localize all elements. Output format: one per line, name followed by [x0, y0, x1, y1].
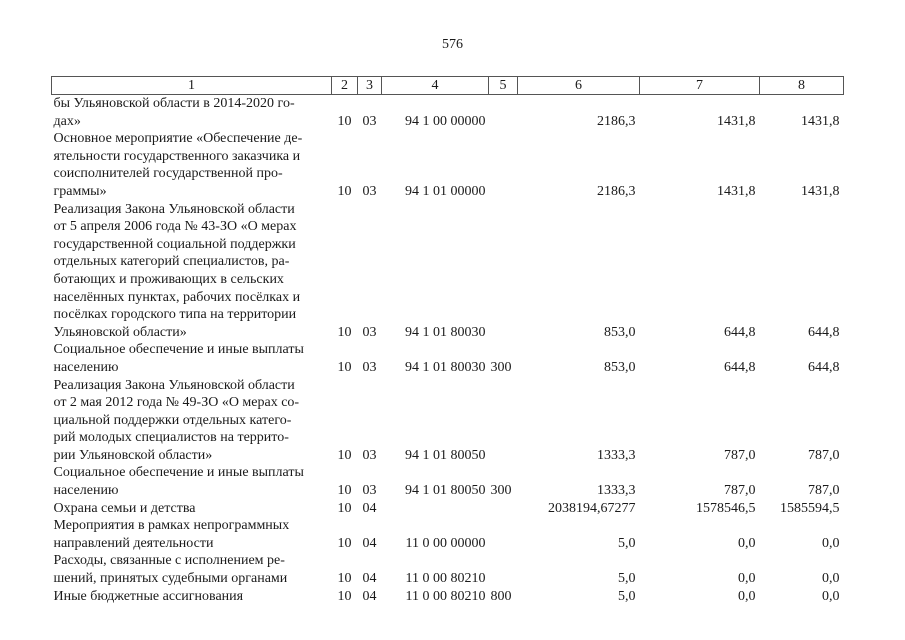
amount-col-8: 0,0 — [822, 571, 840, 587]
section-code: 10 — [337, 483, 352, 499]
amount-col-7: 644,8 — [724, 359, 756, 375]
header-col-6: 6 — [518, 77, 640, 95]
expense-type-code — [489, 201, 518, 342]
header-col-1: 1 — [52, 77, 332, 95]
amount-col-7: 0,0 — [738, 571, 756, 587]
table-row — [52, 95, 844, 131]
row-description — [52, 377, 332, 465]
subsection-code: 03 — [362, 447, 377, 463]
description-line: посёлках городского типа на территории — [53, 307, 297, 323]
amount-col-8: 0,0 — [822, 535, 840, 551]
expense-type-code: 300 — [490, 483, 512, 499]
description-line: дах» — [53, 113, 81, 129]
amount-col-6: 5,0 — [618, 588, 636, 604]
target-article-code: 94 1 01 80030 — [405, 359, 486, 375]
amount-col-7: 644,8 — [724, 324, 756, 340]
amount-col-6: 2038194,67277 — [548, 500, 636, 516]
expense-type-code — [489, 377, 518, 465]
expense-type-code: 300 — [490, 359, 512, 375]
row-description — [52, 517, 332, 552]
subsection-code: 03 — [362, 359, 377, 375]
expense-type-code — [489, 500, 518, 518]
section-code: 10 — [337, 571, 352, 587]
row-description — [52, 464, 332, 499]
amount-col-6: 2186,3 — [597, 113, 636, 129]
amount-col-6: 5,0 — [618, 535, 636, 551]
description-line: Иные бюджетные ассигнования — [53, 588, 244, 604]
description-line: ботающих и проживающих в сельских — [53, 271, 284, 287]
section-code: 10 — [337, 113, 352, 129]
table-row — [52, 552, 844, 587]
description-line: рии Ульяновской области» — [53, 447, 213, 463]
header-col-7: 7 — [640, 77, 760, 95]
amount-col-8: 1431,8 — [801, 183, 840, 199]
amount-col-8: 644,8 — [808, 359, 840, 375]
amount-col-6: 853,0 — [604, 324, 636, 340]
subsection-code: 03 — [362, 113, 377, 129]
table-row — [52, 377, 844, 465]
target-article-code: 94 1 01 80050 — [405, 447, 486, 463]
table-row — [52, 201, 844, 342]
table-row — [52, 517, 844, 552]
target-article-code: 11 0 00 80210 — [405, 588, 486, 604]
amount-col-7: 1578546,5 — [696, 500, 756, 516]
page-number: 576 — [442, 37, 463, 52]
amount-col-6: 1333,3 — [597, 483, 636, 499]
description-line: Расходы, связанные с исполнением ре- — [53, 553, 285, 569]
description-line: ятельности государственного заказчика и — [53, 148, 301, 164]
amount-col-7: 0,0 — [738, 588, 756, 604]
header-col-2: 2 — [332, 77, 358, 95]
description-line: Охрана семьи и детства — [53, 500, 196, 516]
description-line: рий молодых специалистов на террито- — [53, 430, 289, 446]
row-description — [52, 341, 332, 376]
expense-type-code — [489, 552, 518, 587]
amount-col-8: 787,0 — [808, 483, 840, 499]
description-line: населению — [53, 483, 119, 499]
description-line: Социальное обеспечение и иные выплаты — [53, 342, 304, 358]
expense-type-code: 800 — [490, 588, 512, 604]
subsection-code: 04 — [362, 535, 377, 551]
description-line: шений, принятых судебными органами — [53, 571, 288, 587]
amount-col-7: 787,0 — [724, 483, 756, 499]
table-row — [52, 130, 844, 200]
description-line: бы Ульяновской области в 2014-2020 го- — [53, 96, 295, 111]
description-line: населению — [53, 359, 119, 375]
target-article-code — [382, 500, 489, 518]
header-col-8: 8 — [760, 77, 844, 95]
expense-type-code — [489, 95, 518, 131]
row-description — [52, 588, 332, 606]
amount-col-6: 2186,3 — [597, 183, 636, 199]
description-line: Реализация Закона Ульяновской области — [53, 201, 295, 217]
description-line: от 5 апреля 2006 года № 43-ЗО «О мерах — [53, 219, 297, 235]
description-line: отдельных категорий специалистов, ра- — [53, 254, 290, 270]
table-row — [52, 588, 844, 606]
amount-col-7: 1431,8 — [717, 183, 756, 199]
description-line: населённых пунктах, рабочих посёлках и — [53, 289, 301, 305]
description-line: Социальное обеспечение и иные выплаты — [53, 465, 304, 481]
table-body — [52, 95, 844, 606]
row-description — [52, 130, 332, 200]
table-row — [52, 464, 844, 499]
subsection-code: 03 — [362, 183, 377, 199]
description-line: государственной социальной поддержки — [53, 236, 296, 252]
budget-table — [51, 76, 844, 605]
description-line: направлений деятельности — [53, 535, 214, 551]
section-code: 10 — [337, 359, 352, 375]
header-col-3: 3 — [358, 77, 382, 95]
amount-col-6: 1333,3 — [597, 447, 636, 463]
header-col-5: 5 — [489, 77, 518, 95]
description-line: Мероприятия в рамках непрограммных — [53, 518, 290, 534]
description-line: Реализация Закона Ульяновской области — [53, 377, 295, 393]
header-col-4: 4 — [382, 77, 489, 95]
subsection-code: 04 — [362, 588, 377, 604]
amount-col-6: 853,0 — [604, 359, 636, 375]
description-line: циальной поддержки отдельных катего- — [53, 412, 292, 428]
description-line: граммы» — [53, 183, 107, 199]
expense-type-code — [489, 517, 518, 552]
target-article-code: 94 1 00 00000 — [405, 113, 486, 129]
description-line: Основное мероприятие «Обеспечение де- — [53, 131, 303, 147]
table-row — [52, 500, 844, 518]
amount-col-8: 1431,8 — [801, 113, 840, 129]
amount-col-8: 0,0 — [822, 588, 840, 604]
subsection-code: 04 — [362, 571, 377, 587]
description-line: от 2 мая 2012 года № 49-ЗО «О мерах со- — [53, 395, 300, 411]
target-article-code: 94 1 01 80050 — [405, 483, 486, 499]
amount-col-8: 644,8 — [808, 324, 840, 340]
amount-col-7: 1431,8 — [717, 113, 756, 129]
subsection-code: 03 — [362, 483, 377, 499]
section-code: 10 — [337, 500, 352, 516]
target-article-code: 11 0 00 00000 — [405, 535, 486, 551]
row-description — [52, 552, 332, 587]
amount-col-6: 5,0 — [618, 571, 636, 587]
section-code: 10 — [337, 588, 352, 604]
row-description — [52, 201, 332, 342]
amount-col-8: 1585594,5 — [780, 500, 840, 516]
section-code: 10 — [337, 324, 352, 340]
subsection-code: 03 — [362, 324, 377, 340]
target-article-code: 11 0 00 80210 — [405, 571, 486, 587]
section-code: 10 — [337, 447, 352, 463]
table-header-row — [52, 77, 844, 95]
amount-col-7: 0,0 — [738, 535, 756, 551]
row-description — [52, 500, 332, 518]
amount-col-7: 787,0 — [724, 447, 756, 463]
section-code: 10 — [337, 535, 352, 551]
amount-col-8: 787,0 — [808, 447, 840, 463]
subsection-code: 04 — [362, 500, 377, 516]
description-line: Ульяновской области» — [53, 324, 187, 340]
row-description — [52, 95, 332, 131]
section-code: 10 — [337, 183, 352, 199]
target-article-code: 94 1 01 80030 — [405, 324, 486, 340]
description-line: соисполнителей государственной про- — [53, 166, 283, 182]
target-article-code: 94 1 01 00000 — [405, 183, 486, 199]
table-row — [52, 341, 844, 376]
expense-type-code — [489, 130, 518, 200]
